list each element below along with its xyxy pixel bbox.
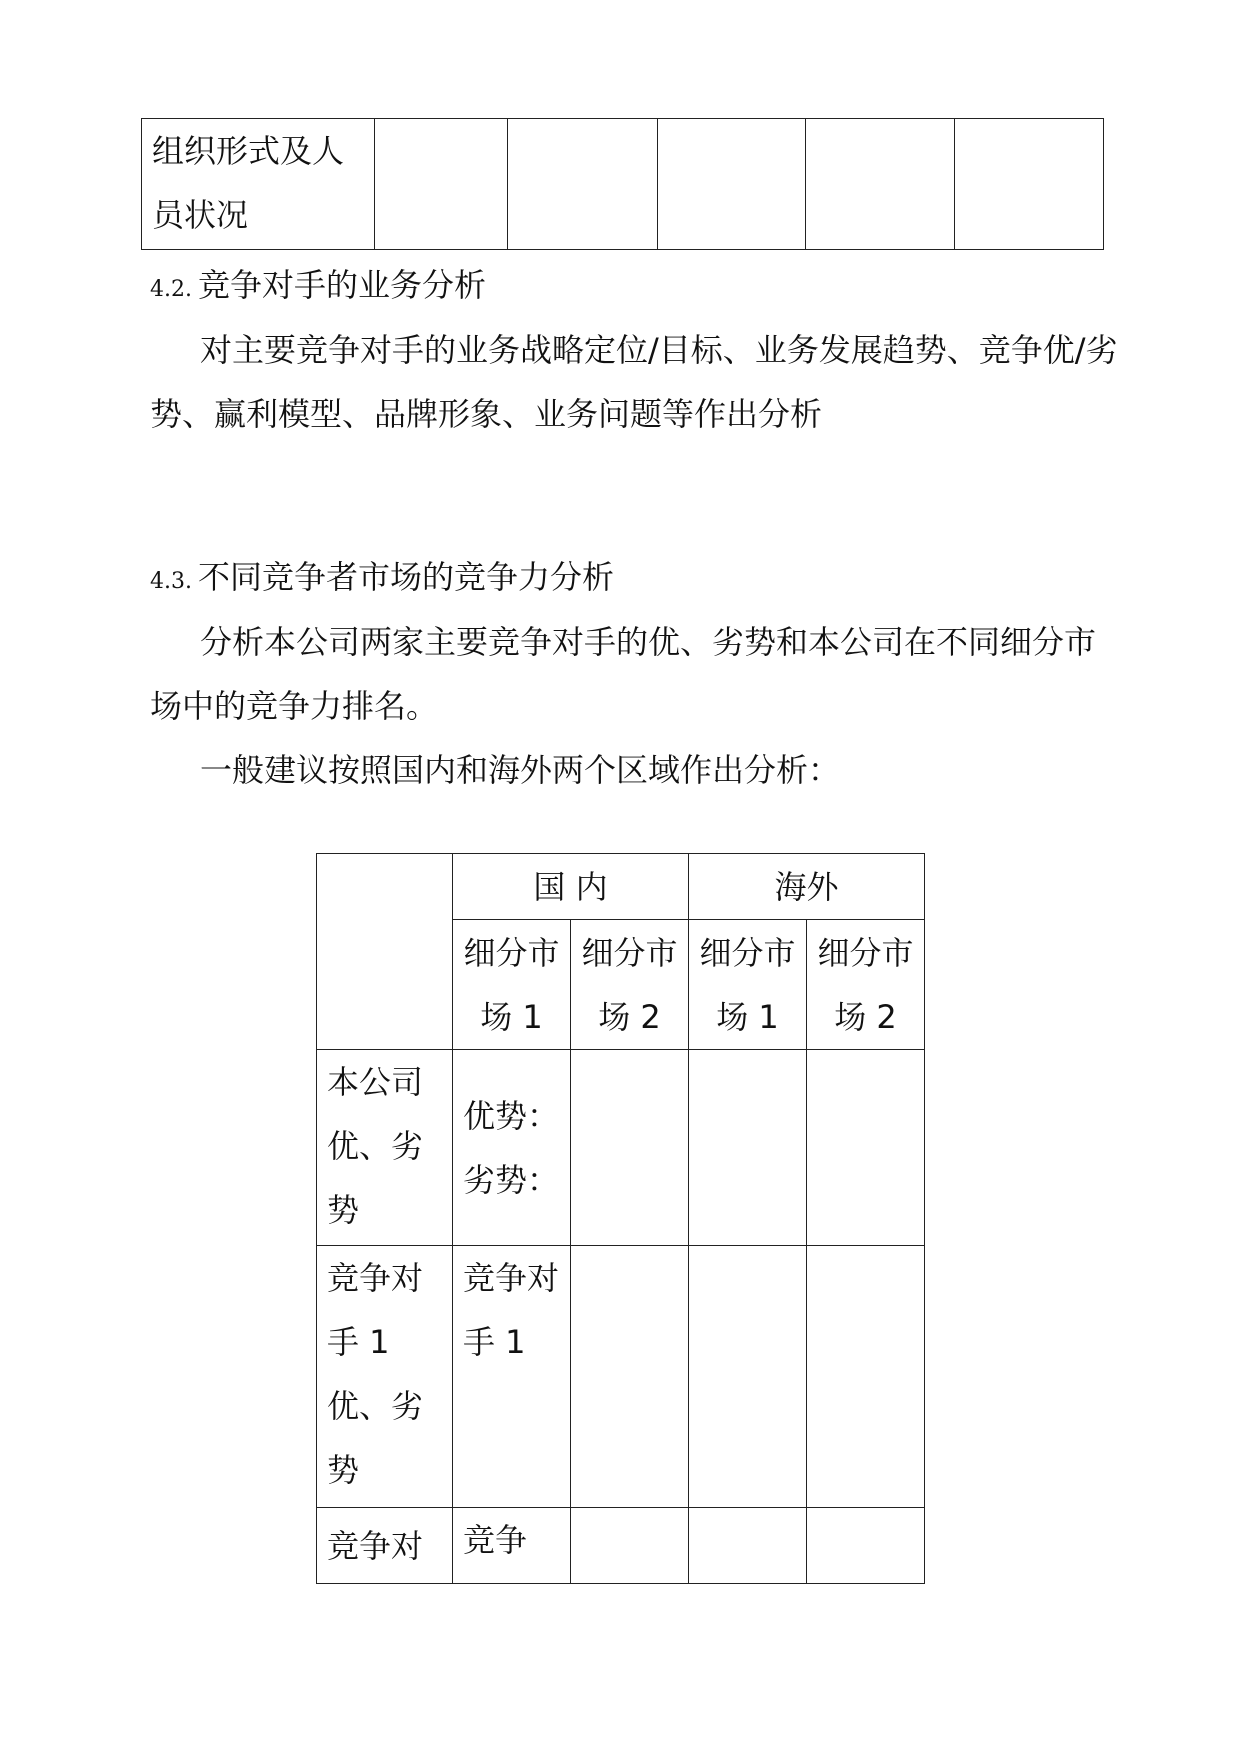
table-row xyxy=(317,1508,925,1584)
section-number: 4.3. xyxy=(150,569,192,594)
section-4-3-heading xyxy=(150,557,614,602)
top-table-cell xyxy=(955,119,1104,250)
sub-header-cell: 细分市场 2 xyxy=(571,920,689,1050)
row-first-cell: 竞争 xyxy=(453,1508,571,1584)
competitiveness-table xyxy=(316,853,925,1584)
row-label: 竞争对 xyxy=(317,1508,453,1584)
table-cell xyxy=(571,1050,689,1246)
section-title: 不同竞争者市场的竞争力分析 xyxy=(197,558,614,596)
section-4-3-paragraph-2: 一般建议按照国内和海外两个区域作出分析： xyxy=(200,751,841,789)
row-label: 竞争对手 1 优、劣势 xyxy=(317,1246,453,1508)
sub-header-cell: 细分市场 1 xyxy=(689,920,807,1050)
group-header-overseas: 海外 xyxy=(689,854,925,920)
table-row xyxy=(317,1050,925,1246)
sub-header-cell: 细分市场 1 xyxy=(453,920,571,1050)
table-cell xyxy=(571,1508,689,1584)
row-first-cell: 竞争对手 1 xyxy=(453,1246,571,1508)
section-number: 4.2. xyxy=(150,277,192,302)
top-table-cell xyxy=(806,119,955,250)
sub-header-cell: 细分市场 2 xyxy=(807,920,925,1050)
top-table-cell xyxy=(507,119,657,250)
table-corner-cell xyxy=(317,854,453,1050)
section-title: 竞争对手的业务分析 xyxy=(197,266,486,304)
table-cell xyxy=(571,1246,689,1508)
top-table-cell xyxy=(374,119,507,250)
top-fragment-table xyxy=(141,118,1104,250)
table-cell xyxy=(689,1246,807,1508)
group-header-domestic: 国 内 xyxy=(453,854,689,920)
row-label: 本公司优、劣势 xyxy=(317,1050,453,1246)
table-cell xyxy=(807,1246,925,1508)
section-4-2-paragraph: 对主要竞争对手的业务战略定位/目标、业务发展趋势、竞争优/劣势、赢利模型、品牌形象、业务问题等作出分析 xyxy=(150,331,1118,433)
section-4-3-paragraph-1: 分析本公司两家主要竞争对手的优、劣势和本公司在不同细分市场中的竞争力排名。 xyxy=(150,623,1097,725)
table-cell xyxy=(807,1050,925,1246)
section-4-2-heading xyxy=(150,265,486,310)
top-table-cell xyxy=(657,119,806,250)
top-table-row-label: 组织形式及人员状况 xyxy=(142,119,375,250)
table-cell xyxy=(689,1508,807,1584)
row-first-cell: 优势： 劣势： xyxy=(453,1050,571,1246)
table-cell xyxy=(807,1508,925,1584)
table-cell xyxy=(689,1050,807,1246)
table-row xyxy=(317,1246,925,1508)
